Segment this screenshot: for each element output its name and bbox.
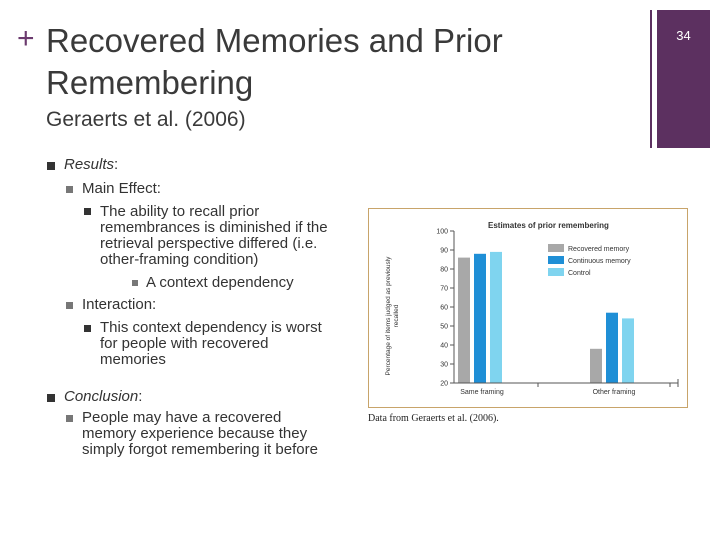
- conclusion-detail: [82, 410, 362, 458]
- y-tick-label: 30: [440, 361, 448, 369]
- y-tick-label: 40: [440, 342, 448, 350]
- bullet-square-icon: [47, 394, 55, 402]
- conclusion-detail-line: simply forgot remembering it before: [82, 441, 318, 458]
- slide-subtitle: Geraerts et al. (2006): [46, 108, 246, 131]
- y-tick-label: 70: [440, 285, 448, 293]
- bullet-square-icon: [84, 208, 91, 215]
- bullet-square-icon: [132, 280, 138, 286]
- legend-label: Control: [568, 270, 591, 277]
- bar-control: [490, 252, 502, 383]
- x-category-label: Other framing: [592, 389, 636, 396]
- conclusion-detail-line: memory experience because they: [82, 425, 308, 442]
- bar-continuous-memory: [606, 313, 618, 383]
- bar-continuous-memory: [474, 254, 486, 383]
- slide-number-badge: [657, 10, 710, 148]
- main-effect-label: Main Effect:: [82, 180, 161, 197]
- y-tick-label: 90: [440, 247, 448, 255]
- bullet-square-icon: [66, 415, 73, 422]
- legend-swatch: [548, 256, 564, 264]
- bullet-square-icon: [66, 302, 73, 309]
- y-tick-label: 60: [440, 304, 448, 312]
- main-effect-detail-line: The ability to recall prior: [100, 203, 260, 220]
- bar-recovered-memory: [590, 349, 602, 383]
- accent-bar: [650, 10, 652, 148]
- results-label: Results: [64, 156, 115, 173]
- chart-title: Estimates of prior remembering: [488, 221, 609, 230]
- bullet-square-icon: [84, 325, 91, 332]
- y-axis-label-line-1: Percentage of items judged as previously: [385, 256, 392, 376]
- main-effect-detail-line: retrieval perspective differed (i.e.: [100, 235, 318, 252]
- y-tick-label: 100: [436, 228, 448, 236]
- plus-icon: +: [17, 22, 35, 55]
- results-colon: :: [114, 156, 119, 173]
- chart-caption: Data from Geraerts et al. (2006).: [368, 413, 499, 424]
- bullet-square-icon: [66, 186, 73, 193]
- main-effect-detail-line: remembrances is diminished if the: [100, 219, 328, 236]
- slide-number: 34: [676, 28, 691, 43]
- results-heading: [64, 157, 118, 173]
- main-effect-detail: [100, 204, 370, 268]
- legend-swatch: [548, 244, 564, 252]
- slide-title: [46, 20, 606, 104]
- context-dependency: A context dependency: [146, 274, 294, 291]
- prior-remembering-chart: [368, 208, 688, 408]
- interaction-detail: [100, 320, 370, 368]
- y-tick-label: 80: [440, 266, 448, 274]
- interaction-detail-line: memories: [100, 351, 166, 368]
- slide-title-line-1: Recovered Memories and Prior: [46, 22, 503, 59]
- bar-recovered-memory: [458, 258, 470, 383]
- chart-border: [369, 209, 688, 408]
- legend-label: Continuous memory: [568, 258, 631, 265]
- main-effect-detail-line: other-framing condition): [100, 251, 259, 268]
- conclusion-label: Conclusion: [64, 388, 139, 405]
- slide-title-line-2: Remembering: [46, 64, 254, 101]
- y-axis-label-line-2: recalled: [393, 304, 400, 328]
- conclusion-colon: :: [138, 388, 143, 405]
- interaction-detail-line: This context dependency is worst: [100, 319, 322, 336]
- bar-control: [622, 318, 634, 383]
- conclusion-heading: [64, 389, 142, 405]
- interaction-detail-line: for people with recovered: [100, 335, 269, 352]
- legend-label: Recovered memory: [568, 246, 630, 253]
- y-tick-label: 20: [440, 380, 448, 388]
- x-category-label: Same framing: [460, 389, 504, 396]
- y-tick-label: 50: [440, 323, 448, 331]
- legend-swatch: [548, 268, 564, 276]
- interaction-label: Interaction:: [82, 296, 157, 313]
- bullet-square-icon: [47, 162, 55, 170]
- conclusion-detail-line: People may have a recovered: [82, 409, 282, 426]
